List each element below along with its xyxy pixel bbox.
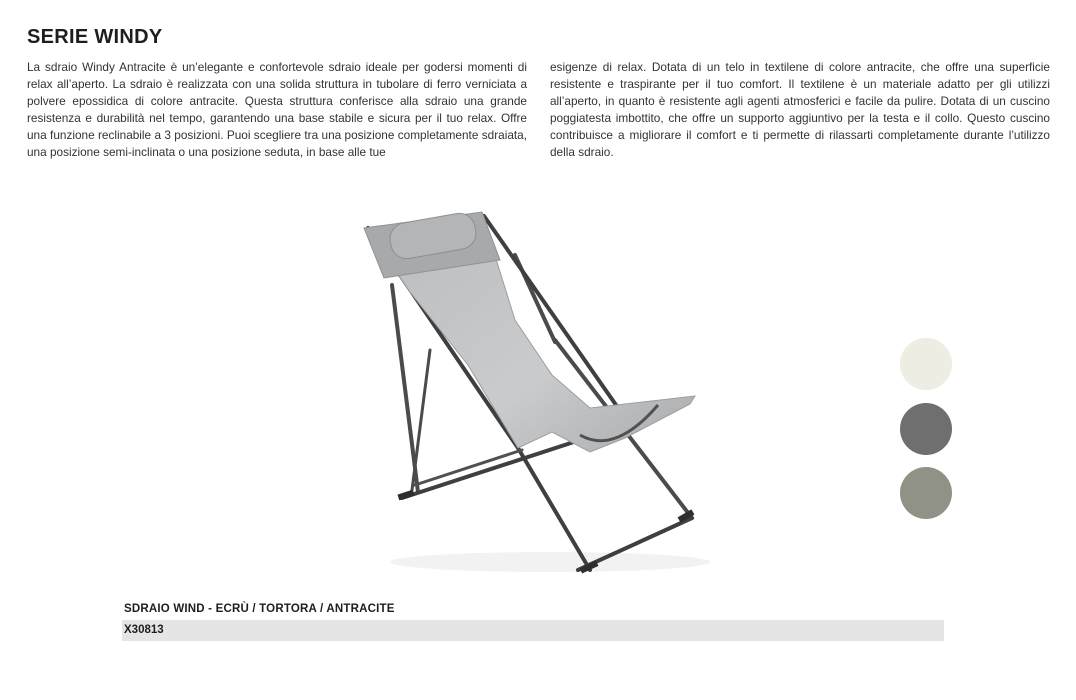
- product-code: X30813: [124, 624, 164, 636]
- page-title: SERIE WINDY: [27, 26, 163, 48]
- color-swatch-tortora: [900, 467, 952, 519]
- product-name: SDRAIO WIND - ECRÙ / TORTORA / ANTRACITE: [124, 603, 395, 615]
- description-right-text: esigenze di relax. Dotata di un telo in textilene di colore antracite, che offre una superficie resistente e traspirante per il tuo comfort. Il textilene è un materiale adatto per gli utilizzi all’aperto, in quanto è resistente agli agenti atmosferici e facile da pulire. Dotata di un cuscino poggiatesta imbottito, che offre un supporto aggiuntivo per la testa e il collo. Questo cuscino contribuisce a migliorare il comfort e ti permette di rilassarti completamente durante l’utilizzo della sdraio.: [550, 60, 1050, 159]
- color-swatch-ecru: [900, 338, 952, 390]
- description-left-column: [27, 59, 527, 161]
- deck-chair-image: [340, 200, 720, 590]
- description-left-text: La sdraio Windy Antracite è un’elegante e confortevole sdraio ideale per godersi momenti di relax all’aperto. La sdraio è realizzata con una solida struttura in tubolare di ferro verniciata a polvere epossidica di colore antracite. Questa struttura conferisce alla sdraio una grande resistenza e durabilità nel tempo, garantendo una base stabile e sicura per il tuo relax. Offre una funzione reclinabile a 3 posizioni. Puoi scegliere tra una posizione completamente sdraiata, una posizione semi-inclinata o una posizione seduta, in base alle tue: [27, 60, 527, 159]
- color-swatch-antracite: [900, 403, 952, 455]
- product-code-row: [122, 620, 944, 641]
- description-right-column: [550, 59, 1050, 161]
